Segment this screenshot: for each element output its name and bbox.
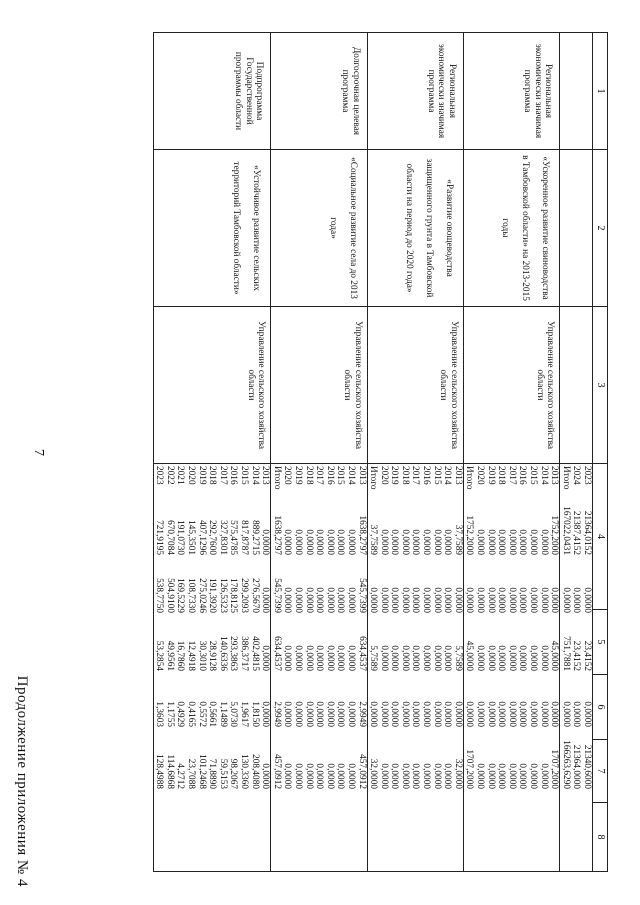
value-cell: 545,7399 (356, 578, 367, 613)
year-cell: 2024 (571, 466, 582, 485)
value-cell: 0,0000 (303, 763, 314, 789)
value-cell: 817,8787 (239, 520, 249, 555)
value-cell: 0,0000 (292, 645, 303, 671)
value-cell: 101,2468 (196, 754, 207, 789)
value-cell: 0,0000 (496, 587, 507, 613)
year-cell: 2014 (442, 466, 453, 485)
value-cell: 21364,0000 (571, 744, 582, 789)
appendix-title: Продолжение приложения № 4 (14, 675, 30, 887)
header-cell: 7 (593, 740, 608, 803)
value-cell: 0,0000 (314, 529, 325, 555)
value-cell: 23,4152 (582, 640, 592, 671)
year-cell: 2016 (517, 466, 528, 485)
page-number: 7 (31, 449, 46, 456)
value-cell: 504,9100 (164, 578, 175, 613)
value-cell: 0,0000 (260, 587, 271, 613)
value-cell: 457,0912 (271, 754, 282, 789)
value-cell: 0,0000 (421, 529, 432, 555)
value-cell: 0,0000 (378, 763, 389, 789)
value-cell: 0,0000 (399, 701, 410, 727)
value-cell: 167022,0431 (560, 506, 571, 555)
executor-cell: Управление сельского хозяйства области (463, 307, 559, 464)
year-cell: 2013 (260, 466, 271, 485)
value-cell: 0,0000 (389, 701, 400, 727)
value-cell: 327,8301 (217, 520, 228, 555)
value-cell: 0,0000 (560, 701, 571, 727)
values-grid (368, 464, 463, 871)
value-cell: 37,7589 (452, 524, 463, 555)
value-cell: 0,0000 (496, 645, 507, 671)
year-cell: 2013 (452, 466, 463, 485)
value-cell: 178,8125 (228, 578, 239, 613)
value-cell: 276,5670 (249, 578, 260, 613)
program-name-cell (560, 150, 593, 307)
value-cell: 0,0000 (442, 529, 453, 555)
value-cell: 0,0000 (538, 587, 549, 613)
value-cell: 275,0246 (196, 578, 207, 613)
financing-table (153, 32, 608, 872)
value-cell: 169,5229 (175, 578, 186, 613)
value-cell: 0,0000 (485, 701, 496, 727)
year-cell: 2023 (582, 466, 592, 485)
values-cell (463, 464, 559, 872)
value-cell: 1707,2000 (549, 749, 560, 789)
year-cell: 2018 (303, 466, 314, 485)
value-cell: 0,0000 (452, 587, 463, 613)
value-cell: 1,1755 (164, 701, 175, 727)
header-cell: 5 (593, 610, 608, 675)
value-cell: 670,7084 (164, 520, 175, 555)
value-cell: 0,0000 (303, 701, 314, 727)
value-cell: 0,0000 (431, 645, 442, 671)
value-cell: 0,0000 (282, 645, 293, 671)
header-cell: 8 (593, 803, 608, 872)
value-cell: 0,0000 (560, 587, 571, 613)
value-cell: 5,7589 (452, 645, 463, 671)
value-cell: 4,2712 (175, 763, 186, 789)
value-cell: 0,0000 (549, 701, 560, 727)
value-cell: 0,0000 (389, 529, 400, 555)
value-cell: 0,0000 (517, 587, 528, 613)
value-cell: 0,0000 (549, 587, 560, 613)
value-cell: 0,0000 (314, 701, 325, 727)
program-type-cell: Долгосрочная целевая программа (271, 33, 367, 150)
year-cell: 2017 (410, 466, 421, 485)
year-cell: 2020 (475, 466, 486, 485)
value-cell: 71,8890 (207, 758, 218, 789)
year-cell: 2016 (324, 466, 335, 485)
value-cell: 292,7600 (207, 520, 218, 555)
value-cell: 0,0000 (475, 701, 486, 727)
value-cell: 1638,2797 (356, 515, 367, 555)
executor-cell: Управление сельского хозяйства области (153, 307, 271, 464)
value-cell: 0,0000 (335, 529, 346, 555)
value-cell: 0,0000 (292, 529, 303, 555)
values-grid (560, 464, 592, 871)
value-cell: 634,4537 (356, 636, 367, 671)
value-cell: 0,0000 (582, 587, 592, 613)
value-cell: 0,0000 (260, 645, 271, 671)
value-cell: 114,6868 (164, 754, 175, 789)
value-cell: 0,0000 (517, 701, 528, 727)
value-cell: 0,0000 (260, 701, 271, 727)
year-cell: 2015 (431, 466, 442, 485)
value-cell: 208,4080 (249, 754, 260, 789)
value-cell: 0,0000 (517, 529, 528, 555)
value-cell: 1638,2797 (271, 515, 282, 555)
year-cell: 2023 (154, 466, 165, 485)
program-name-cell: «Развитие овощеводства защищенного грунта в Тамбовской области на период до 2020 года» (367, 150, 463, 307)
value-cell: 0,0000 (506, 701, 517, 727)
year-cell: 2016 (421, 466, 432, 485)
value-cell: 0,0000 (571, 587, 582, 613)
value-cell: 1707,2000 (464, 749, 475, 789)
value-cell: 0,0000 (431, 529, 442, 555)
value-cell: 28,9128 (207, 640, 218, 671)
header-cell: 3 (593, 307, 608, 464)
values-cell (153, 464, 271, 872)
value-cell: 1,1489 (217, 701, 228, 727)
value-cell: 1752,2000 (549, 515, 560, 555)
value-cell: 0,0000 (506, 763, 517, 789)
year-cell: 2019 (196, 466, 207, 485)
value-cell: 0,0000 (538, 763, 549, 789)
value-cell: 0,0000 (345, 587, 356, 613)
value-cell: 98,2067 (228, 758, 239, 789)
value-cell: 0,0000 (538, 529, 549, 555)
value-cell: 5,7589 (368, 645, 379, 671)
year-cell: 2020 (186, 466, 197, 485)
value-cell: 634,4537 (271, 636, 282, 671)
value-cell: 0,0000 (303, 529, 314, 555)
value-cell: 0,0000 (528, 529, 539, 555)
value-cell: 128,4988 (154, 754, 165, 789)
value-cell: 0,0000 (485, 587, 496, 613)
year-cell: 2020 (378, 466, 389, 485)
value-cell: 0,0000 (389, 763, 400, 789)
value-cell: 0,0000 (528, 701, 539, 727)
value-cell: 751,7881 (560, 636, 571, 671)
value-cell: 0,0000 (517, 763, 528, 789)
value-cell: 0,0000 (324, 587, 335, 613)
value-cell: 0,0000 (475, 587, 486, 613)
table-row (153, 33, 271, 872)
program-name-cell: «Ускоренное развитие свиноводства в Тамбовской области» на 2013-2015 годы (463, 150, 559, 307)
value-cell: 0,0000 (528, 587, 539, 613)
value-cell: 2,9949 (356, 701, 367, 727)
value-cell: 0,0000 (410, 763, 421, 789)
header-row (593, 33, 608, 872)
table-row (463, 33, 559, 872)
header-cell: 1 (593, 33, 608, 150)
value-cell: 889,2715 (249, 520, 260, 555)
year-cell: Итого (464, 466, 475, 490)
value-cell: 0,0000 (292, 701, 303, 727)
header-cell: 4 (593, 464, 608, 610)
header-cell: 6 (593, 675, 608, 740)
values-grid (154, 464, 271, 871)
year-cell: 2018 (207, 466, 218, 485)
value-cell: 0,0000 (421, 763, 432, 789)
table-row (560, 33, 593, 872)
value-cell: 0,0000 (314, 763, 325, 789)
program-type-cell: Региональная экономически значимая программа (463, 33, 559, 150)
value-cell: 538,7750 (154, 578, 165, 613)
value-cell: 0,5661 (207, 701, 218, 727)
value-cell: 108,7330 (186, 578, 197, 613)
value-cell: 166263,6290 (560, 740, 571, 789)
year-cell: 2014 (249, 466, 260, 485)
year-cell: Итого (368, 466, 379, 490)
year-cell: 2022 (164, 466, 175, 485)
value-cell: 45,0000 (464, 640, 475, 671)
year-cell: 2019 (389, 466, 400, 485)
value-cell: 0,0000 (410, 701, 421, 727)
value-cell: 145,3501 (186, 520, 197, 555)
value-cell: 0,0000 (442, 701, 453, 727)
year-cell: 2018 (496, 466, 507, 485)
value-cell: 0,0000 (399, 529, 410, 555)
value-cell: 0,0000 (303, 587, 314, 613)
value-cell: 0,0000 (421, 701, 432, 727)
value-cell: 0,0000 (314, 587, 325, 613)
value-cell: 23,4152 (571, 640, 582, 671)
value-cell: 0,0000 (410, 529, 421, 555)
year-cell: 2019 (485, 466, 496, 485)
value-cell: 191,0730 (175, 520, 186, 555)
value-cell: 721,9195 (154, 520, 165, 555)
value-cell: 5,0730 (228, 701, 239, 727)
value-cell: 0,0000 (335, 645, 346, 671)
program-name-cell: «Устойчивое развитие сельских территорий Тамбовской области» (153, 150, 271, 307)
value-cell: 0,0000 (399, 763, 410, 789)
value-cell: 0,0000 (485, 529, 496, 555)
year-cell: 2013 (356, 466, 367, 485)
value-cell: 0,0000 (345, 763, 356, 789)
value-cell: 299,2093 (239, 578, 249, 613)
value-cell: 12,4918 (186, 640, 197, 671)
value-cell: 0,0000 (345, 645, 356, 671)
year-cell: 2017 (314, 466, 325, 485)
year-cell: 2018 (399, 466, 410, 485)
values-grid (271, 464, 366, 871)
year-cell: Итого (271, 466, 282, 490)
value-cell: 0,0000 (378, 529, 389, 555)
year-cell: 2015 (335, 466, 346, 485)
value-cell: 0,0000 (335, 701, 346, 727)
value-cell: 0,0000 (528, 645, 539, 671)
value-cell: 0,5572 (196, 701, 207, 727)
value-cell: 0,0000 (368, 587, 379, 613)
value-cell: 0,0000 (345, 529, 356, 555)
value-cell: 2,9949 (271, 701, 282, 727)
value-cell: 37,7589 (368, 524, 379, 555)
value-cell: 0,0000 (282, 587, 293, 613)
year-cell: 2017 (506, 466, 517, 485)
value-cell: 0,0000 (496, 763, 507, 789)
value-cell: 0,0000 (260, 763, 271, 789)
value-cell: 0,0000 (260, 529, 271, 555)
value-cell: 407,1296 (196, 520, 207, 555)
value-cell: 0,0000 (335, 763, 346, 789)
value-cell: 21340,6000 (582, 744, 592, 789)
year-cell: 2014 (538, 466, 549, 485)
program-type-cell: Региональная экономически значимая программа (367, 33, 463, 150)
value-cell: 0,0000 (431, 701, 442, 727)
value-cell: 0,0000 (475, 763, 486, 789)
value-cell: 0,0000 (292, 587, 303, 613)
value-cell: 45,0000 (549, 640, 560, 671)
values-cell (271, 464, 367, 872)
program-type-cell (560, 33, 593, 150)
value-cell: 0,0000 (378, 645, 389, 671)
program-type-cell: Подпрограмма Государственной программы области (153, 33, 271, 150)
value-cell: 0,0000 (378, 587, 389, 613)
value-cell: 59,5153 (217, 758, 228, 789)
values-grid (464, 464, 559, 871)
value-cell: 0,0000 (410, 645, 421, 671)
value-cell: 0,0000 (506, 587, 517, 613)
value-cell: 0,0000 (571, 701, 582, 727)
program-name-cell: «Социальное развитие села до 2013 года» (271, 150, 367, 307)
value-cell: 0,0000 (485, 763, 496, 789)
executor-cell: Управление сельского хозяйства области (367, 307, 463, 464)
year-cell: 2015 (528, 466, 539, 485)
value-cell: 191,3920 (207, 578, 218, 613)
value-cell: 0,0000 (496, 529, 507, 555)
value-cell: 0,0000 (506, 529, 517, 555)
executor-cell (560, 307, 593, 464)
value-cell: 0,0000 (282, 701, 293, 727)
value-cell: 0,0000 (464, 587, 475, 613)
value-cell: 21364,0152 (582, 510, 592, 555)
year-cell: Итого (560, 466, 571, 490)
value-cell: 0,0000 (431, 763, 442, 789)
value-cell: 0,0000 (442, 587, 453, 613)
executor-cell: Управление сельского хозяйства области (271, 307, 367, 464)
table-row (367, 33, 463, 872)
value-cell: 0,0000 (335, 587, 346, 613)
value-cell: 0,0000 (368, 701, 379, 727)
value-cell: 0,0000 (431, 587, 442, 613)
value-cell: 49,9561 (164, 640, 175, 671)
value-cell: 0,0000 (303, 645, 314, 671)
value-cell: 0,0000 (452, 701, 463, 727)
values-cell (367, 464, 463, 872)
value-cell: 130,3360 (239, 754, 249, 789)
value-cell: 0,0000 (538, 701, 549, 727)
value-cell: 53,2854 (154, 640, 165, 671)
value-cell: 402,4815 (249, 636, 260, 671)
value-cell: 23,7088 (186, 758, 197, 789)
year-cell: 2020 (282, 466, 293, 485)
value-cell: 0,0000 (324, 645, 335, 671)
value-cell: 0,0000 (475, 645, 486, 671)
value-cell: 0,0000 (442, 763, 453, 789)
value-cell: 293,3863 (228, 636, 239, 671)
year-cell: 2014 (345, 466, 356, 485)
value-cell: 1,9617 (239, 701, 249, 727)
value-cell: 0,0000 (389, 645, 400, 671)
value-cell: 0,0000 (475, 529, 486, 555)
value-cell: 0,0000 (314, 645, 325, 671)
value-cell: 545,7399 (271, 578, 282, 613)
value-cell: 0,0000 (421, 587, 432, 613)
year-cell: 2021 (175, 466, 186, 485)
value-cell: 0,0000 (485, 645, 496, 671)
value-cell: 126,5323 (217, 578, 228, 613)
value-cell: 0,0000 (506, 645, 517, 671)
value-cell: 0,0000 (496, 701, 507, 727)
values-cell (560, 464, 593, 872)
year-cell: 2016 (228, 466, 239, 485)
value-cell: 0,0000 (517, 645, 528, 671)
value-cell: 0,0000 (282, 763, 293, 789)
value-cell: 140,6336 (217, 636, 228, 671)
value-cell: 0,0000 (538, 645, 549, 671)
value-cell: 0,0000 (399, 587, 410, 613)
value-cell: 0,0000 (582, 701, 592, 727)
year-cell: 2015 (239, 466, 249, 485)
value-cell: 0,0000 (282, 529, 293, 555)
value-cell: 0,0000 (528, 763, 539, 789)
value-cell: 0,4165 (186, 701, 197, 727)
value-cell: 386,3717 (239, 636, 249, 671)
value-cell: 0,0000 (378, 701, 389, 727)
value-cell: 0,0000 (324, 763, 335, 789)
year-cell: 2013 (549, 466, 560, 485)
value-cell: 32,0000 (452, 758, 463, 789)
table-row (271, 33, 367, 872)
year-cell: 2017 (217, 466, 228, 485)
value-cell: 0,0000 (389, 587, 400, 613)
value-cell: 0,0000 (345, 701, 356, 727)
year-cell: 2019 (292, 466, 303, 485)
value-cell: 0,0000 (442, 645, 453, 671)
value-cell: 32,0000 (368, 758, 379, 789)
value-cell: 1,8150 (249, 701, 260, 727)
value-cell: 0,0000 (324, 701, 335, 727)
value-cell: 0,0000 (464, 701, 475, 727)
value-cell: 0,0000 (292, 763, 303, 789)
value-cell: 457,0912 (356, 754, 367, 789)
value-cell: 0,0000 (324, 529, 335, 555)
value-cell: 21387,4152 (571, 510, 582, 555)
value-cell: 1752,2000 (464, 515, 475, 555)
value-cell: 575,4785 (228, 520, 239, 555)
value-cell: 0,0000 (410, 587, 421, 613)
value-cell: 16,7860 (175, 640, 186, 671)
value-cell: 30,3010 (196, 640, 207, 671)
value-cell: 0,0000 (399, 645, 410, 671)
value-cell: 0,0000 (421, 645, 432, 671)
header-cell: 2 (593, 150, 608, 307)
value-cell: 0,4929 (175, 701, 186, 727)
value-cell: 1,3603 (154, 701, 165, 727)
